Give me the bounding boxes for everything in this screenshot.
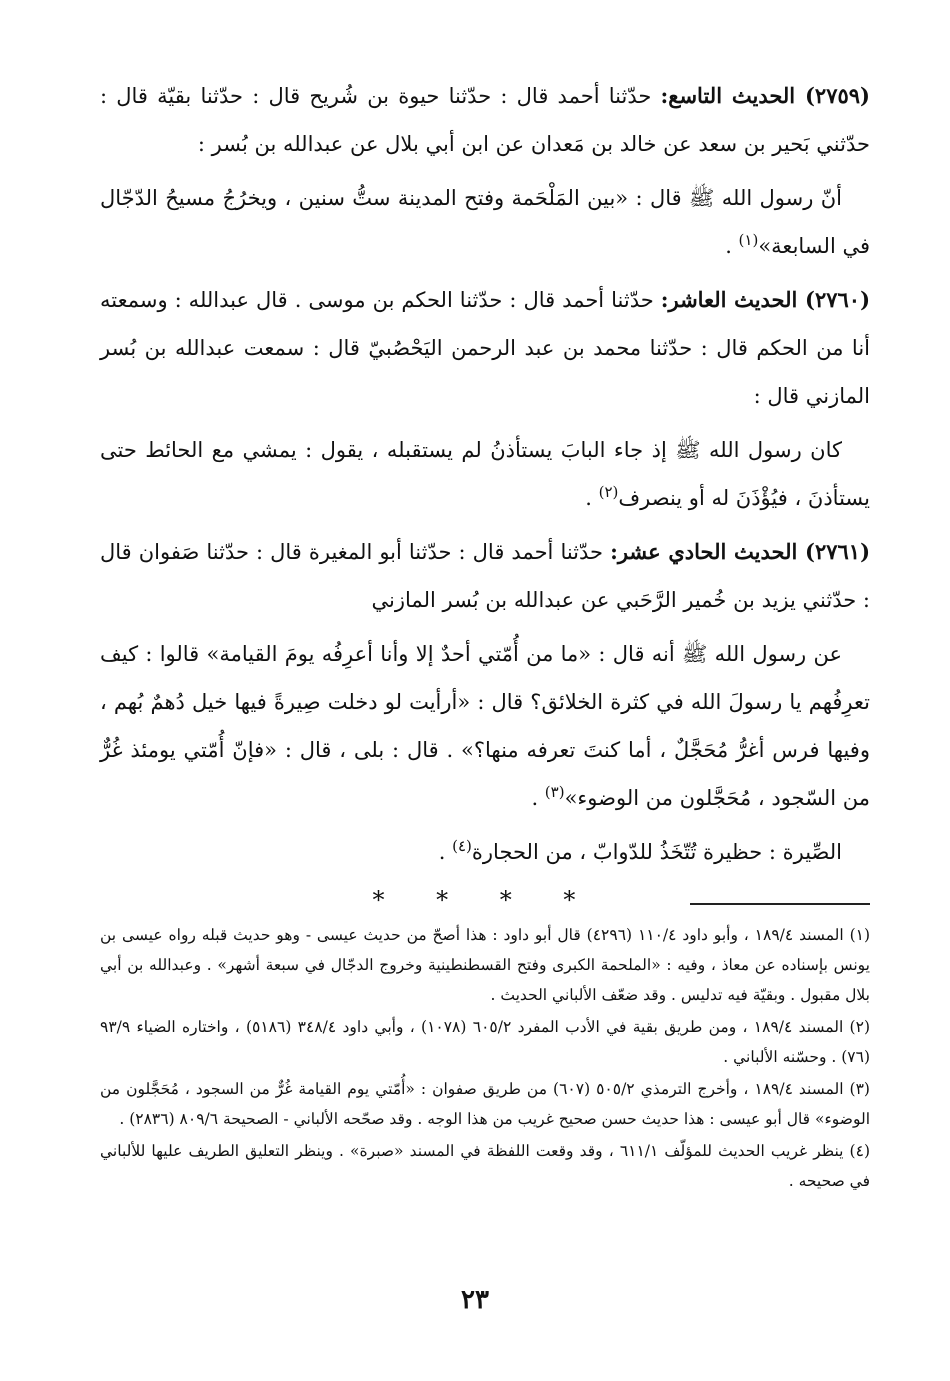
hadith-number: (٢٧٦٠): [805, 287, 870, 312]
hadith-2759-matn: [100, 174, 870, 270]
hadith-number: (٢٧٦١): [805, 539, 870, 564]
hadith-2761-matn: [100, 630, 870, 822]
section-separator: * * * *: [372, 886, 598, 914]
hadith-heading: [661, 83, 870, 108]
hadith-isnad: حدّثنا أحمد قال : حدّثنا الحكم بن موسى . قال عبدالله : وسمعته أنا من الحكم قال : حدّثنا محمد بن عبد الرحمن اليَحْصُبيّ قال : سمعت عبدالله بن بُسر المازني قال :: [100, 288, 870, 408]
footnote-2: (٢) المسند ١٨٩/٤ ، ومن طريق بقية في الأدب المفرد ٦٠٥/٢ (١٠٧٨) ، وأبي داود ٣٤٨/٤ (٥١٨٦) ، واختاره الضياء ٩٣/٩ (٧٦) . وحسّنه الألباني .: [100, 1018, 870, 1066]
hadith-2759-isnad: [100, 72, 870, 168]
hadith-number: (٢٧٥٩): [804, 83, 870, 108]
hadith-matn: كان رسول الله ﷺ إذ جاء البابَ يستأذنُ لم يستقبله ، يقول : يمشي مع الحائط حتى يستأذنَ ، فيُؤْذَنَ له أو ينصرف: [100, 438, 870, 510]
hadith-title: الحديث التاسع:: [660, 83, 796, 108]
footnotes: [100, 920, 870, 1198]
hadith-heading: [661, 287, 870, 312]
hadith-matn: أنّ رسول الله ﷺ قال : «بين المَلْحَمة وفتح المدينة ستُّ سنين ، ويخرُجُ مسيحُ الدّجّال في السابعة»: [100, 186, 870, 258]
sentence-end: .: [585, 486, 599, 510]
hadith-2761-isnad: [100, 528, 870, 624]
page-number: ٢٣: [461, 1285, 489, 1315]
sentence-end: .: [438, 840, 453, 864]
hadith-matn: عن رسول الله ﷺ أنه قال : «ما من أُمّتي أحدٌ إلا وأنا أعرِفُه يومَ القيامة» قالوا : كيف تعرِفُهم يا رسولَ الله في كثرة الخلائق؟ قال : «أرأيت لو دخلت صِيرةً فيها خيل دُهمٌ بُهم ، وفيها فرس أغرُّ مُحَجَّلٌ ، أما كنتَ تعرفه منها؟» . قال : بلى ، قال : «فإنّ أُمّتي يومئذ غُرٌّ من السّجود ، مُحَجَّلون من الوضوء»: [100, 642, 870, 810]
hadith-heading: [610, 539, 870, 564]
sentence-end: .: [531, 786, 545, 810]
footnote-1: (١) المسند ١٨٩/٤ ، وأبو داود ١١٠/٤ (٤٢٩٦) قال أبو داود : هذا أصحّ من حديث عيسى - وهو حديث قبله رواه عيسى بن يونس بإسناده عن معاذ ، وفيه : «الملحمة الكبرى وفتح القسطنطينية وخروج الدجّال في سبعة أشهر» . وعبدالله بن أبي بلال مقبول . وبقيّة فيه تدليس . وقد ضعّف الألباني الحديث .: [100, 926, 871, 1004]
hadith-title: الحديث الحادي عشر:: [610, 539, 798, 564]
hadith-title: الحديث العاشر:: [660, 287, 798, 312]
footnote-ref[interactable]: (٤): [452, 837, 472, 855]
footnote-3: (٣) المسند ١٨٩/٤ ، وأخرج الترمذي ٥٠٥/٢ (٦٠٧) من طريق صفوان : «أُمّتي يوم القيامة غُرٌّ من السجود ، مُحَجَّلون من الوضوء» قال أبو عيسى : هذا حديث حسن صحيح غريب من هذا الوجه . وقد صحّحه الألباني - الصحيحة ٨٠٩/٦ (٢٨٣٦) .: [100, 1080, 870, 1128]
footnote-ref[interactable]: (٢): [598, 483, 619, 501]
footnote-4: (٤) ينظر غريب الحديث للمؤلّف ٦١١/١ ، وقد وقعت اللفظة في المسند «صبرة» . وينظر التعليق الطريف عليها للألباني في صحيحه .: [100, 1142, 870, 1190]
hadith-isnad: حدّثنا أحمد قال : حدّثنا أبو المغيرة قال : حدّثنا صَفوان قال : حدّثني يزيد بن خُمير الرَّحَبي عن عبدالله بن بُسر المازني: [100, 540, 870, 612]
hadith-2760-matn: [100, 426, 870, 522]
hadith-2760-isnad: [100, 276, 870, 420]
sentence-end: .: [725, 234, 739, 258]
hadith-isnad: حدّثنا أحمد قال : حدّثنا حيوة بن شُريح قال : حدّثنا بقيّة قال : حدّثني بَحير بن سعد عن خالد بن مَعدان عن ابن أبي بلال عن عبدالله بن بُسر :: [100, 84, 870, 156]
footnote-ref[interactable]: (١): [738, 231, 759, 249]
gloss-paragraph: [100, 828, 870, 876]
main-text: [100, 72, 870, 914]
footnote-ref[interactable]: (٣): [544, 783, 565, 801]
gloss-text: الصِّيرة : حظيرة تُتّخَذُ للدّوابّ ، من الحجارة: [471, 840, 842, 864]
footnote-divider: [690, 903, 870, 905]
